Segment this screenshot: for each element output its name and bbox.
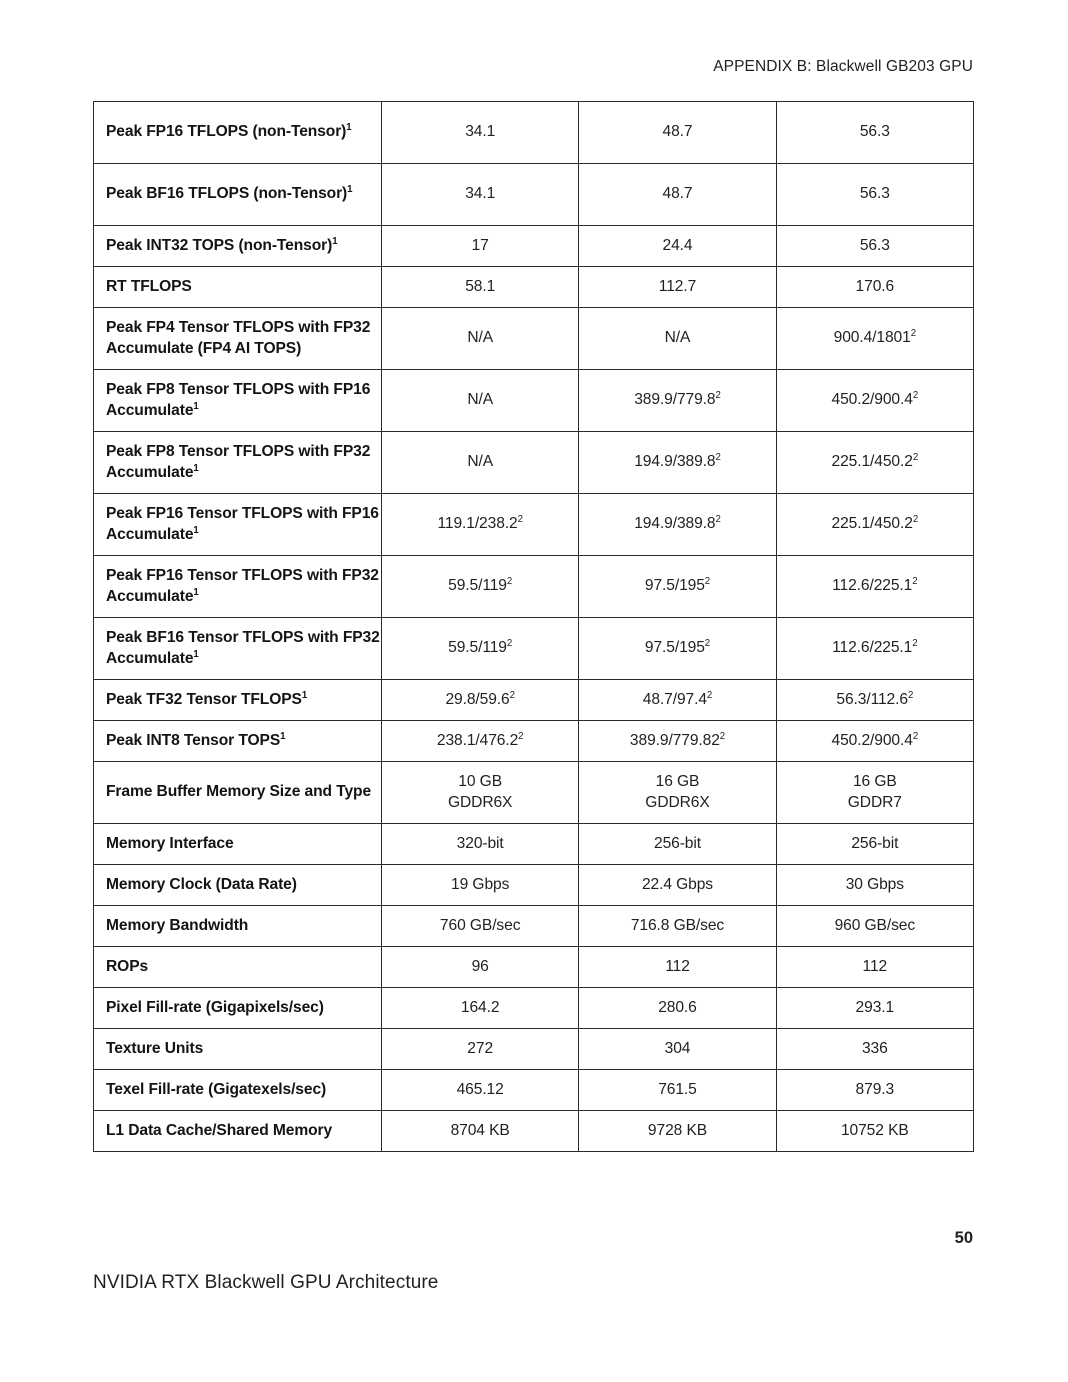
row-label: Peak FP16 Tensor TFLOPS with FP16 Accumulate — [106, 504, 379, 543]
cell-value: 304 — [664, 1039, 691, 1057]
value-cell — [579, 370, 776, 432]
cell-value: 17 — [471, 236, 489, 254]
footnote-marker: 1 — [193, 586, 199, 598]
row-label-cell — [94, 947, 382, 988]
cell-value: 48.7 — [662, 185, 693, 203]
value-cell — [579, 1111, 776, 1152]
value-cell — [382, 267, 579, 308]
cell-value: 34.1 — [465, 185, 496, 203]
row-label-cell — [94, 494, 382, 556]
cell-value: 112 — [862, 957, 888, 975]
row-label: Texture Units — [106, 1039, 204, 1057]
footnote-marker: 2 — [912, 575, 918, 587]
value-cell — [579, 1070, 776, 1111]
gpu-specifications-table — [93, 101, 974, 1152]
cell-value: 225.1/450.2$^2$ — [831, 451, 919, 471]
row-label: Peak INT32 TOPS (non-Tensor) — [106, 236, 333, 254]
footnote-marker: 1 — [193, 400, 199, 412]
row-label: L1 Data Cache/Shared Memory — [106, 1121, 333, 1139]
row-label-cell — [94, 824, 382, 865]
value-cell — [776, 164, 973, 226]
cell-value: 272 — [467, 1039, 494, 1057]
table-row — [94, 308, 974, 370]
cell-value: 256-bit — [851, 834, 899, 852]
value-cell — [382, 1029, 579, 1070]
row-label: Peak BF16 TFLOPS (non-Tensor) — [106, 185, 348, 203]
table-row — [94, 988, 974, 1029]
footnote-marker: 1 — [332, 235, 338, 247]
value-cell — [579, 824, 776, 865]
cell-value: N/A — [467, 453, 494, 471]
row-label-cell — [94, 762, 382, 824]
row-label-cell — [94, 308, 382, 370]
cell-value: N/A — [467, 329, 494, 347]
cell-value: N/A — [664, 329, 691, 347]
row-label: Peak FP16 Tensor TFLOPS with FP32 Accumulate — [106, 566, 379, 605]
row-label-cell — [94, 988, 382, 1029]
value-cell — [579, 494, 776, 556]
value-cell — [776, 1029, 973, 1070]
cell-value: 194.9/389.8$^2$ — [634, 513, 721, 533]
cell-value: 56.3 — [859, 236, 890, 254]
value-cell — [382, 556, 579, 618]
table-row — [94, 494, 974, 556]
value-cell — [382, 308, 579, 370]
cell-value: 56.3 — [859, 123, 890, 141]
cell-value: 716.8 GB/sec — [630, 916, 725, 934]
table-row — [94, 164, 974, 226]
value-cell — [579, 556, 776, 618]
value-cell — [579, 988, 776, 1029]
value-cell — [579, 762, 776, 824]
value-cell — [382, 762, 579, 824]
cell-value: 16 GB — [655, 772, 700, 790]
value-cell — [776, 267, 973, 308]
footnote-marker: 2 — [910, 327, 916, 339]
cell-value: 34.1 — [465, 123, 496, 141]
value-cell — [776, 308, 973, 370]
value-cell — [776, 988, 973, 1029]
table-row — [94, 762, 974, 824]
row-label: Peak FP4 Tensor TFLOPS with FP32 Accumulate (FP4 AI TOPS) — [106, 318, 371, 357]
footnote-marker: 2 — [518, 730, 524, 742]
row-label-cell — [94, 865, 382, 906]
cell-value: 112.7 — [658, 277, 697, 295]
cell-value: $59.5/119^2$ — [448, 575, 513, 595]
cell-value: 8704 KB — [450, 1121, 510, 1139]
cell-value: 879.3 — [855, 1080, 895, 1098]
value-cell — [776, 556, 973, 618]
value-cell — [382, 947, 579, 988]
cell-value: $97.5/195^2$ — [644, 575, 711, 595]
row-label: Peak FP16 TFLOPS (non-Tensor) — [106, 123, 347, 141]
table-row — [94, 1029, 974, 1070]
value-cell — [579, 865, 776, 906]
cell-value-secondary: GDDR6X — [645, 793, 710, 811]
value-cell — [382, 680, 579, 721]
table-row — [94, 102, 974, 164]
cell-value: 389.9/779.8$^2$ — [634, 389, 721, 409]
value-cell — [579, 308, 776, 370]
cell-value: 761.5 — [658, 1080, 697, 1098]
footnote-marker: 2 — [912, 451, 919, 463]
footnote-marker: 1 — [193, 462, 199, 474]
table-row — [94, 947, 974, 988]
footnote-marker: 1 — [346, 121, 352, 133]
cell-value: 56.3 — [859, 185, 890, 203]
footnote-marker: 2 — [506, 637, 513, 649]
row-label: Peak TF32 Tensor TFLOPS — [106, 690, 302, 708]
row-label-cell — [94, 680, 382, 721]
row-label-cell — [94, 556, 382, 618]
value-cell — [776, 102, 973, 164]
footnote-marker: 1 — [347, 183, 353, 195]
footnote-marker: 2 — [704, 637, 711, 649]
value-cell — [579, 267, 776, 308]
cell-value: 19 Gbps — [451, 875, 510, 893]
cell-value: 900.4/1801$^2$ — [833, 327, 916, 347]
table-row — [94, 370, 974, 432]
footnote-marker: 2 — [719, 730, 726, 742]
cell-value: 10752 KB — [840, 1121, 909, 1139]
row-label: Peak FP8 Tensor TFLOPS with FP16 Accumulate — [106, 380, 371, 419]
row-label-cell — [94, 226, 382, 267]
table-row — [94, 680, 974, 721]
value-cell — [776, 618, 973, 680]
footnote-marker: 2 — [912, 389, 919, 401]
document-title-footer: NVIDIA RTX Blackwell GPU Architecture — [93, 1272, 439, 1293]
cell-value: 112.6/225.1$^2$ — [832, 575, 918, 595]
cell-value: 238.1/476.2$^2$ — [436, 730, 524, 749]
row-label: Pixel Fill-rate (Gigapixels/sec) — [106, 998, 324, 1016]
cell-value: 22.4 Gbps — [641, 875, 714, 893]
cell-value: 450.2/900.4$^2$ — [831, 730, 919, 749]
table-row — [94, 432, 974, 494]
footnote-marker: 1 — [193, 648, 199, 660]
cell-value: 119.1/238.2$^2$ — [437, 513, 523, 533]
row-label: Memory Clock (Data Rate) — [106, 875, 297, 893]
row-label-cell — [94, 102, 382, 164]
value-cell — [382, 494, 579, 556]
table-row — [94, 1070, 974, 1111]
row-label: Frame Buffer Memory Size and Type — [106, 783, 372, 801]
row-label: Texel Fill-rate (Gigatexels/sec) — [106, 1080, 327, 1098]
cell-value: 48.7 — [662, 123, 693, 141]
cell-value: 280.6 — [658, 998, 697, 1016]
table-row — [94, 721, 974, 762]
value-cell — [776, 824, 973, 865]
value-cell — [579, 432, 776, 494]
footnote-marker: 2 — [912, 730, 919, 742]
row-label-cell — [94, 618, 382, 680]
cell-value: 760 GB/sec — [439, 916, 521, 934]
row-label: Memory Bandwidth — [106, 916, 249, 934]
row-label-cell — [94, 267, 382, 308]
value-cell — [776, 680, 973, 721]
row-label-cell — [94, 1111, 382, 1152]
table-row — [94, 865, 974, 906]
row-label-cell — [94, 164, 382, 226]
row-label: RT TFLOPS — [106, 277, 192, 295]
cell-value: 336 — [861, 1039, 888, 1057]
footnote-marker: 1 — [280, 730, 286, 742]
footnote-marker: 1 — [301, 689, 308, 701]
footnote-marker: 2 — [704, 575, 711, 587]
cell-value: 10 GB — [458, 772, 503, 790]
table-row — [94, 267, 974, 308]
cell-value: N/A — [467, 391, 494, 409]
footnote-marker: 1 — [193, 524, 199, 536]
value-cell — [579, 618, 776, 680]
value-cell — [776, 226, 973, 267]
footnote-marker: 2 — [907, 689, 914, 701]
footnote-marker: 2 — [912, 637, 918, 649]
value-cell — [579, 1029, 776, 1070]
cell-value: 29.8/59.6$^2$ — [445, 689, 515, 708]
value-cell — [382, 432, 579, 494]
cell-value: 170.6 — [855, 277, 895, 295]
value-cell — [776, 1111, 973, 1152]
row-label: ROPs — [106, 957, 149, 975]
cell-value: 16 GB — [852, 772, 897, 790]
running-header: APPENDIX B: Blackwell GB203 GPU — [713, 58, 973, 75]
value-cell — [382, 1111, 579, 1152]
cell-value: 112.6/225.1$^2$ — [832, 637, 918, 657]
cell-value: 96 — [471, 957, 489, 975]
cell-value: 112 — [665, 957, 690, 975]
cell-value: 30 Gbps — [845, 875, 904, 893]
table-row — [94, 556, 974, 618]
value-cell — [776, 494, 973, 556]
cell-value: 9728 KB — [647, 1121, 708, 1139]
footnote-marker: 2 — [715, 451, 721, 463]
cell-value: 194.9/389.8$^2$ — [634, 451, 721, 471]
row-label-cell — [94, 1029, 382, 1070]
row-label: Memory Interface — [106, 834, 234, 852]
value-cell — [776, 432, 973, 494]
row-label-cell — [94, 370, 382, 432]
cell-value: 960 GB/sec — [834, 916, 916, 934]
table-body — [94, 102, 974, 1152]
cell-value: 293.1 — [855, 998, 895, 1016]
row-label-cell — [94, 1070, 382, 1111]
table-row — [94, 1111, 974, 1152]
value-cell — [579, 164, 776, 226]
value-cell — [382, 865, 579, 906]
cell-value: 48.7/97.4$^2$ — [642, 689, 713, 708]
cell-value: 164.2 — [460, 998, 500, 1016]
cell-value: $97.5/195^2$ — [644, 637, 711, 657]
row-label: Peak FP8 Tensor TFLOPS with FP32 Accumulate — [106, 442, 371, 481]
footnote-marker: 2 — [509, 689, 515, 701]
value-cell — [382, 226, 579, 267]
footnote-marker: 2 — [506, 575, 513, 587]
cell-value: 58.1 — [465, 277, 496, 295]
value-cell — [579, 721, 776, 762]
value-cell — [776, 906, 973, 947]
cell-value: 56.3/112.6$^2$ — [836, 689, 914, 708]
value-cell — [382, 988, 579, 1029]
cell-value: 450.2/900.4$^2$ — [831, 389, 919, 409]
row-label: Peak INT8 Tensor TOPS — [106, 731, 281, 749]
page-number: 50 — [954, 1229, 973, 1247]
value-cell — [382, 164, 579, 226]
cell-value: 465.12 — [456, 1080, 504, 1098]
value-cell — [382, 618, 579, 680]
value-cell — [776, 947, 973, 988]
value-cell — [776, 762, 973, 824]
cell-value: 320-bit — [456, 834, 504, 852]
cell-value-secondary: GDDR7 — [847, 793, 902, 811]
value-cell — [579, 226, 776, 267]
value-cell — [382, 102, 579, 164]
cell-value: 256-bit — [654, 834, 701, 852]
table-row — [94, 824, 974, 865]
cell-value: 225.1/450.2$^2$ — [831, 513, 919, 533]
value-cell — [382, 824, 579, 865]
footnote-marker: 2 — [912, 513, 919, 525]
value-cell — [382, 906, 579, 947]
value-cell — [579, 947, 776, 988]
footnote-marker: 2 — [715, 513, 721, 525]
row-label-cell — [94, 432, 382, 494]
value-cell — [776, 1070, 973, 1111]
table-row — [94, 226, 974, 267]
cell-value: 389.9/779.82$^2$ — [629, 730, 726, 749]
footnote-marker: 2 — [706, 689, 713, 701]
row-label: Peak BF16 Tensor TFLOPS with FP32 Accumulate — [106, 628, 380, 667]
value-cell — [776, 370, 973, 432]
row-label-cell — [94, 721, 382, 762]
value-cell — [776, 721, 973, 762]
value-cell — [579, 102, 776, 164]
footnote-marker: 2 — [715, 389, 721, 401]
table-row — [94, 906, 974, 947]
value-cell — [382, 721, 579, 762]
cell-value-secondary: GDDR6X — [447, 793, 513, 811]
cell-value: 24.4 — [662, 236, 693, 254]
cell-value: $59.5/119^2$ — [448, 637, 513, 657]
table-row — [94, 618, 974, 680]
value-cell — [776, 865, 973, 906]
value-cell — [382, 370, 579, 432]
row-label-cell — [94, 906, 382, 947]
value-cell — [382, 1070, 579, 1111]
value-cell — [579, 680, 776, 721]
footnote-marker: 2 — [517, 513, 523, 525]
value-cell — [579, 906, 776, 947]
